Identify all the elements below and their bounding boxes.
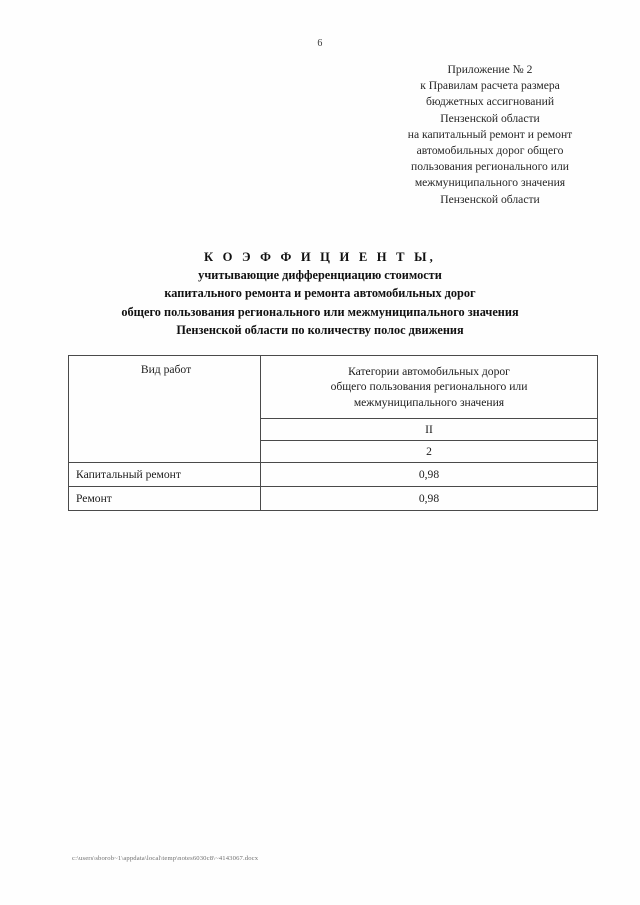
category-header-line-1: Категории автомобильных дорог bbox=[348, 364, 510, 378]
header-line-4: Пензенской области bbox=[440, 111, 540, 125]
header-line-1: Приложение № 2 bbox=[447, 63, 533, 76]
category-header-line-2: общего пользования регионального или bbox=[330, 380, 528, 394]
header-line-2: к Правилам расчета размера bbox=[420, 79, 560, 93]
page-number: 6 bbox=[317, 38, 323, 49]
title-line-5: Пензенской области по количеству полос движения bbox=[176, 322, 464, 337]
column-header-work-type: Вид работ bbox=[69, 356, 261, 463]
table-header-row bbox=[69, 356, 598, 419]
header-line-6: автомобильных дорог общего bbox=[416, 144, 564, 158]
header-line-7: пользования регионального или bbox=[411, 160, 569, 174]
header-line-5: на капитальный ремонт и ремонт bbox=[407, 127, 573, 141]
title-line-2: учитывающие дифференциацию стоимости bbox=[198, 268, 442, 283]
row-value-1: 0,98 bbox=[261, 487, 598, 511]
header-line-3: бюджетных ассигнований bbox=[425, 95, 555, 109]
table-row bbox=[69, 487, 598, 511]
header-line-8: межмуниципального значения bbox=[414, 176, 566, 190]
header-line-9: Пензенской области bbox=[440, 192, 540, 206]
row-work-label-1: Ремонт bbox=[69, 487, 261, 511]
document-title-block bbox=[20, 248, 620, 339]
coefficients-table bbox=[68, 355, 598, 511]
footer-file-path: c:\users\sborob~1\appdata\local\temp\notes6030c8\~4143067.docx bbox=[72, 855, 259, 862]
appendix-header-block bbox=[345, 62, 635, 208]
column-header-category bbox=[261, 356, 598, 419]
category-header-line-3: межмуниципального значения bbox=[353, 395, 505, 409]
title-line-1: К О Э Ф Ф И Ц И Е Н Т Ы, bbox=[203, 250, 437, 264]
title-line-3: капитального ремонта и ремонта автомобильных дорог bbox=[164, 286, 476, 301]
title-line-4: общего пользования регионального или межмуниципального значения bbox=[121, 304, 519, 319]
category-roman-value: II bbox=[261, 419, 598, 441]
table-row bbox=[69, 463, 598, 487]
row-value-0: 0,98 bbox=[261, 463, 598, 487]
row-work-label-0: Капитальный ремонт bbox=[69, 463, 261, 487]
category-number-value: 2 bbox=[261, 441, 598, 463]
